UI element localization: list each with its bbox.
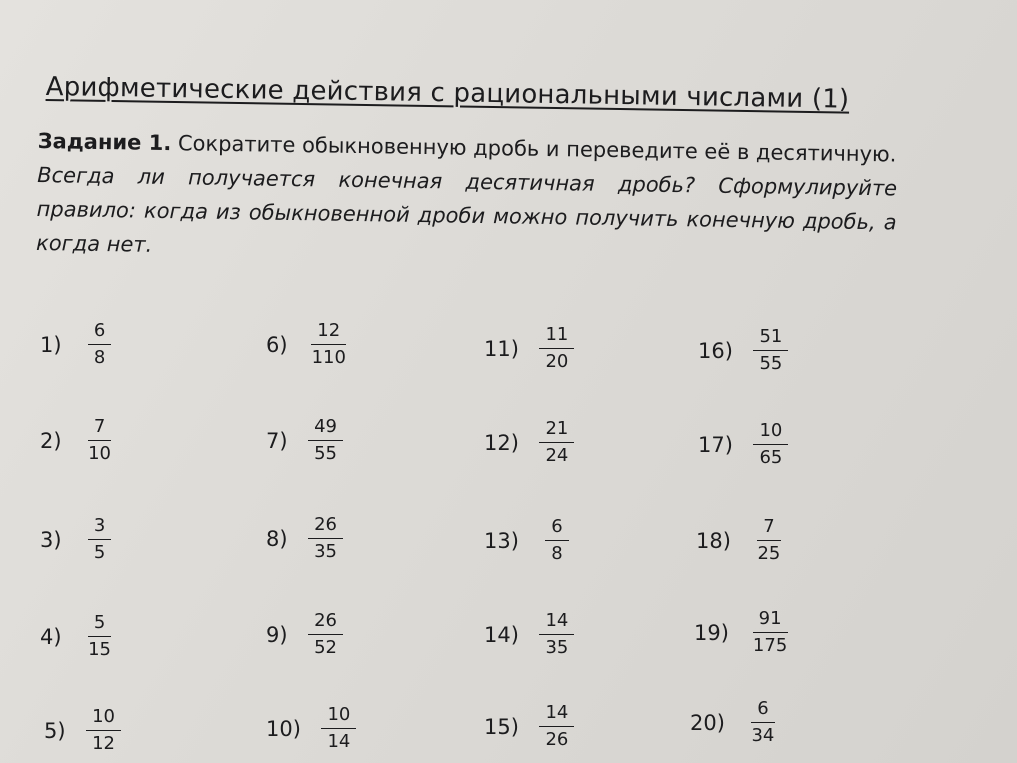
fraction-denominator: 65 [759, 447, 783, 468]
problem-item [40, 416, 120, 465]
fraction [80, 320, 120, 369]
fraction-numerator: 14 [539, 610, 574, 635]
fraction-denominator: 10 [88, 443, 112, 464]
fraction [743, 698, 783, 747]
fraction-numerator: 51 [753, 326, 788, 351]
problem-item [484, 610, 577, 659]
problem-number: 9) [266, 622, 288, 647]
problem-item [40, 612, 120, 661]
fraction-denominator: 5 [93, 542, 106, 563]
task-question: Всегда ли получается конечная десятичная дробь? Сформулируйте правило: когда из обыкновенной дроби можно получить конечную дробь, а когда нет. [35, 162, 898, 257]
fraction-numerator: 10 [321, 704, 356, 729]
fraction-denominator: 35 [545, 637, 569, 658]
problem-number: 17) [698, 432, 733, 457]
fraction-numerator: 7 [757, 516, 780, 541]
fraction-numerator: 26 [308, 610, 343, 635]
fraction-numerator: 7 [88, 416, 111, 441]
fraction-denominator: 52 [314, 637, 338, 658]
fraction-numerator: 12 [311, 320, 346, 345]
fraction-numerator: 6 [545, 516, 568, 541]
problem-item [694, 608, 793, 657]
fraction-denominator: 175 [752, 635, 788, 656]
fraction [537, 516, 577, 565]
problem-number: 4) [40, 624, 62, 649]
problem-item [484, 516, 577, 565]
problem-number: 19) [694, 620, 729, 645]
fraction-denominator: 110 [311, 347, 346, 368]
fraction-numerator: 26 [308, 514, 343, 539]
problem-number: 11) [484, 336, 519, 361]
problem-item [266, 514, 346, 563]
problem-number: 15) [484, 714, 519, 739]
problem-number: 5) [44, 718, 66, 743]
fraction [537, 418, 577, 467]
fraction [747, 608, 793, 657]
problem-item [484, 702, 577, 751]
problem-item [40, 320, 120, 369]
fraction [80, 612, 120, 661]
task-label: Задание 1. [37, 128, 172, 156]
problem-number: 12) [484, 430, 519, 455]
fraction-numerator: 5 [88, 612, 111, 637]
fraction [84, 706, 124, 755]
fraction-numerator: 6 [751, 698, 774, 723]
fraction [537, 702, 577, 751]
fraction [80, 416, 120, 465]
fraction-denominator: 34 [751, 725, 775, 746]
problem-number: 10) [266, 716, 301, 741]
problem-item [484, 324, 577, 373]
problem-number: 14) [484, 622, 519, 647]
fraction [319, 704, 359, 753]
fraction [306, 514, 346, 563]
problem-number: 18) [696, 528, 731, 553]
problem-number: 6) [266, 332, 288, 357]
problem-item [698, 420, 791, 469]
fraction-denominator: 20 [545, 351, 569, 372]
fraction-numerator: 3 [88, 515, 111, 540]
problem-number: 13) [484, 528, 519, 553]
task-instructions [36, 124, 898, 273]
fraction-denominator: 8 [93, 347, 106, 368]
fraction-numerator: 10 [86, 706, 121, 731]
problem-item [696, 516, 789, 565]
fraction-denominator: 8 [551, 543, 563, 564]
fraction-numerator: 49 [308, 416, 343, 441]
problem-item [698, 326, 791, 375]
fraction [751, 326, 791, 375]
problem-number: 16) [698, 338, 733, 363]
fraction-denominator: 55 [314, 443, 338, 464]
fraction-denominator: 15 [88, 639, 112, 660]
task-text: Сократите обыкновенную дробь и переведите её в десятичную. [171, 131, 897, 167]
problem-number: 2) [40, 428, 62, 453]
page-title: Арифметические действия с рациональными числами (1) [45, 72, 850, 115]
problem-item [266, 320, 352, 369]
problem-number: 1) [40, 332, 62, 357]
fraction [306, 416, 346, 465]
fraction-numerator: 21 [539, 418, 574, 443]
problem-item [266, 416, 346, 465]
fraction-denominator: 25 [757, 543, 781, 564]
problem-number: 3) [40, 527, 62, 552]
problem-item [40, 515, 120, 564]
problem-number: 20) [690, 710, 725, 735]
fraction [306, 320, 352, 369]
problem-number: 8) [266, 526, 288, 551]
fraction-denominator: 55 [759, 353, 783, 374]
fraction-denominator: 14 [327, 731, 351, 752]
problem-item [266, 704, 359, 753]
fraction [537, 324, 577, 373]
fraction [749, 516, 789, 565]
fraction-numerator: 91 [753, 608, 788, 633]
fraction-numerator: 6 [88, 320, 111, 345]
fraction-denominator: 35 [314, 541, 338, 562]
fraction-numerator: 11 [539, 324, 574, 349]
fraction [537, 610, 577, 659]
fraction-denominator: 24 [545, 445, 569, 466]
fraction-denominator: 12 [92, 733, 116, 754]
problem-item [266, 610, 346, 659]
fraction-numerator: 10 [753, 420, 788, 445]
fraction [306, 610, 346, 659]
fraction [80, 515, 120, 564]
fraction [751, 420, 791, 469]
problem-item [44, 706, 124, 755]
problem-item [484, 418, 577, 467]
fraction-denominator: 26 [545, 729, 569, 750]
problem-item [690, 698, 783, 747]
fraction-numerator: 14 [539, 702, 574, 727]
problem-number: 7) [266, 428, 288, 453]
